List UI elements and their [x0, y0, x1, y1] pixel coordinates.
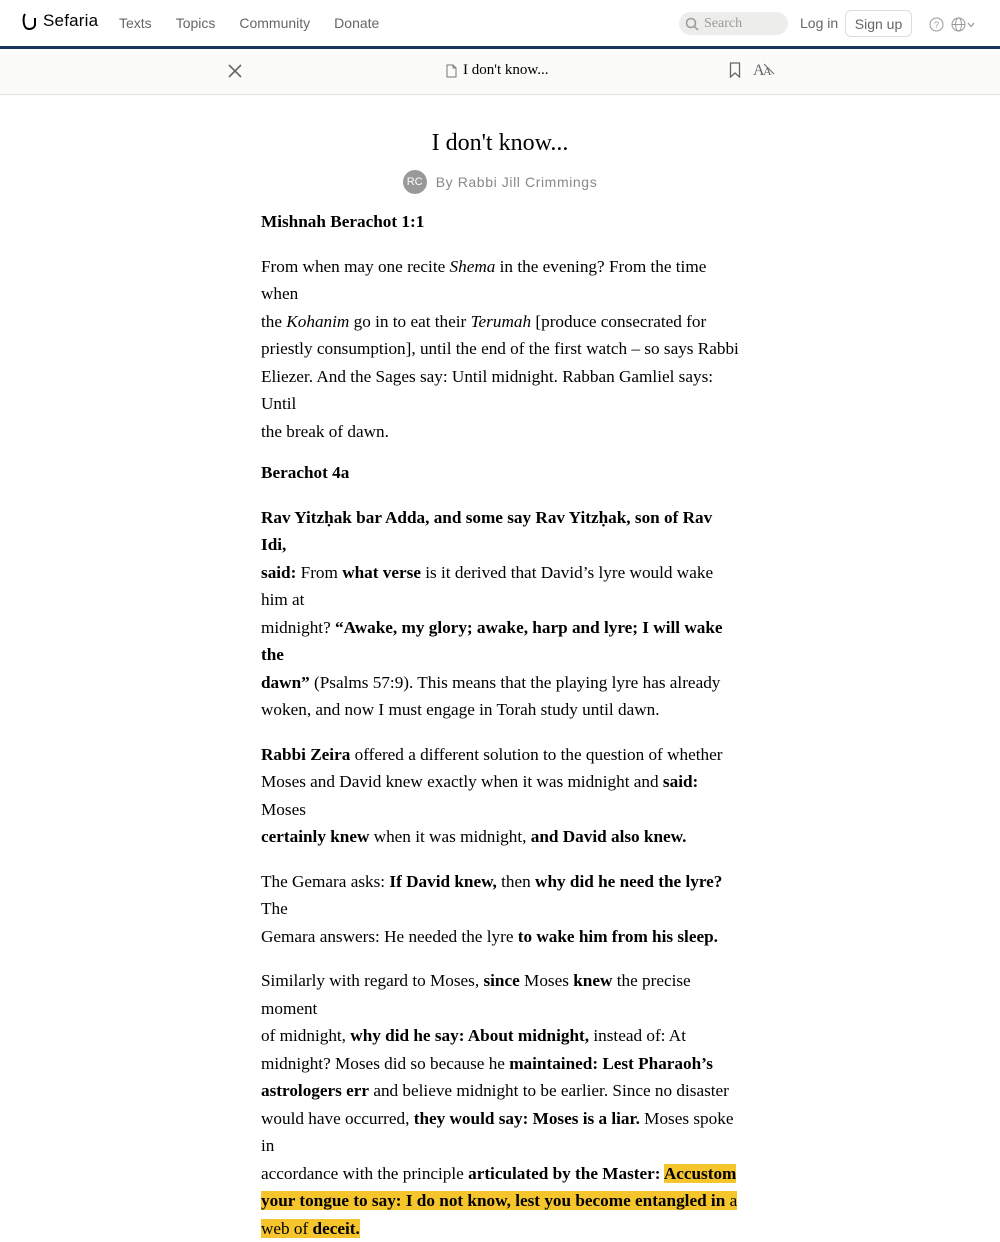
- sheet-content: [261, 95, 741, 1242]
- text-segment: Terumah: [470, 311, 532, 331]
- text-segment: the precise moment: [261, 971, 691, 1018]
- text-segment: accordance with the principle: [261, 1163, 469, 1183]
- svg-text:?: ?: [933, 20, 940, 30]
- text-segment: in the evening? From the time when: [261, 256, 707, 303]
- source-text: [261, 967, 741, 1242]
- text-segment: and David also knew.: [530, 827, 687, 846]
- sheet-document-icon: [446, 64, 457, 78]
- text-segment: they would say: Moses is a liar.: [413, 1108, 640, 1128]
- svg-text:A: A: [763, 64, 772, 77]
- text-segment: Rav Yitzḥak bar Adda, and some say Rav Yitzḥak, son of Rav Idi,: [261, 507, 713, 554]
- text-segment: priestly consumption], until the end of the first watch – so says Rabbi: [261, 339, 739, 358]
- text-segment: said:: [261, 562, 297, 582]
- text-segment: Eliezer. And the Sages say: Until midnight. Rabban Gamliel says: Until: [261, 366, 714, 413]
- search-box[interactable]: [679, 12, 788, 35]
- text-segment: since: [483, 971, 520, 990]
- source-text: [261, 253, 741, 446]
- text-segment: Moses: [519, 971, 574, 990]
- text-segment: dawn”: [261, 672, 310, 692]
- text-segment: and believe midnight to be earlier. Since no disaster: [369, 1081, 729, 1100]
- text-segment: The Gemara asks:: [261, 871, 390, 891]
- source-text: [261, 741, 741, 851]
- signup-button[interactable]: Sign up: [845, 10, 912, 37]
- text-segment: would have occurred,: [261, 1108, 414, 1128]
- text-segment: Moses: [261, 799, 306, 819]
- text-segment: offered a different solution to the question of whether: [350, 744, 723, 764]
- highlighted-text: Accustom: [663, 1163, 737, 1183]
- nav-links: [119, 15, 403, 31]
- source-text: [261, 504, 741, 724]
- text-segment: midnight?: [261, 617, 335, 637]
- text-segment: Kohanim: [286, 311, 350, 331]
- search-icon: [685, 17, 699, 31]
- chevron-down-icon: [967, 22, 975, 28]
- text-segment: go in to eat their: [349, 311, 471, 331]
- highlighted-text: web of: [261, 1218, 313, 1238]
- text-segment: what verse: [342, 562, 421, 582]
- author-line: [261, 170, 739, 194]
- sheet-title: I don't know...: [431, 130, 569, 156]
- text-segment: instead of: At: [589, 1026, 686, 1045]
- text-segment: the break of dawn.: [261, 421, 389, 441]
- text-segment: (Psalms 57:9). This means that the playing lyre has already: [309, 672, 721, 692]
- author-name[interactable]: By Rabbi Jill Crimmings: [435, 174, 598, 190]
- source-title[interactable]: Berachot 4a: [261, 463, 350, 482]
- font-size-icon[interactable]: [753, 61, 775, 82]
- reader-title-text: I don't know...: [463, 62, 549, 78]
- text-segment: articulated by the Master:: [468, 1163, 664, 1183]
- sefaria-logo-icon: [22, 12, 37, 30]
- sefaria-logo[interactable]: [22, 11, 98, 31]
- nav-link-donate[interactable]: Donate: [334, 15, 380, 31]
- text-segment: Rabbi Zeira: [261, 744, 351, 764]
- search-input[interactable]: [704, 16, 782, 32]
- nav-link-community[interactable]: Community: [239, 15, 311, 31]
- logo-text: Sefaria: [43, 11, 99, 30]
- text-segment: the: [261, 311, 287, 331]
- text-segment: Similarly with regard to Moses,: [261, 971, 484, 990]
- reader-header: [0, 49, 1000, 95]
- text-segment: “Awake, my glory; awake, harp and lyre; I will wake the: [261, 617, 723, 664]
- text-segment: why did he need the lyre?: [535, 871, 723, 891]
- text-segment: [produce consecrated for: [531, 311, 707, 331]
- top-navigation: [0, 0, 1000, 49]
- text-segment: of midnight,: [261, 1026, 351, 1045]
- language-globe-icon[interactable]: [951, 17, 975, 32]
- text-segment: to wake him from his sleep.: [517, 926, 718, 946]
- help-icon[interactable]: [929, 17, 944, 32]
- text-segment: From when may one recite: [261, 256, 450, 276]
- text-segment: Gemara answers: He needed the lyre: [261, 926, 518, 946]
- text-segment: when it was midnight,: [369, 827, 531, 846]
- text-segment: Shema: [449, 256, 496, 276]
- text-segment: From: [296, 562, 343, 582]
- highlighted-text: a: [725, 1191, 738, 1210]
- highlighted-text: your tongue to say: I do not know, lest you become entangled in: [261, 1191, 726, 1210]
- text-segment: astrologers err: [261, 1081, 370, 1100]
- source-text: [261, 868, 741, 951]
- close-icon[interactable]: [228, 64, 242, 78]
- text-segment: Moses spoke in: [261, 1108, 734, 1155]
- nav-link-texts[interactable]: Texts: [119, 15, 152, 31]
- text-segment: said:: [662, 772, 699, 791]
- reader-title: [446, 62, 548, 79]
- login-link[interactable]: Log in: [800, 15, 839, 31]
- text-segment: Moses and David knew exactly when it was midnight and: [261, 772, 663, 791]
- text-segment: woken, and now I must engage in Torah study until dawn.: [261, 700, 660, 719]
- text-segment: If David knew,: [389, 871, 497, 891]
- source-title[interactable]: Mishnah Berachot 1:1: [261, 212, 425, 231]
- svg-text:A: A: [753, 62, 765, 77]
- text-segment: maintained: Lest Pharaoh’s: [509, 1053, 713, 1073]
- text-segment: midnight? Moses did so because he: [261, 1053, 510, 1073]
- text-segment: knew: [573, 971, 613, 990]
- nav-link-topics[interactable]: Topics: [175, 15, 216, 31]
- text-segment: then: [496, 871, 536, 891]
- bookmark-icon[interactable]: [729, 62, 741, 78]
- highlighted-text: deceit.: [312, 1218, 360, 1238]
- text-segment: The: [261, 899, 288, 918]
- text-segment: certainly knew: [261, 827, 370, 846]
- text-segment: why did he say: About midnight,: [350, 1026, 590, 1045]
- avatar[interactable]: RC: [403, 170, 427, 194]
- text-segment: is it derived that David’s lyre would wake him at: [261, 562, 714, 609]
